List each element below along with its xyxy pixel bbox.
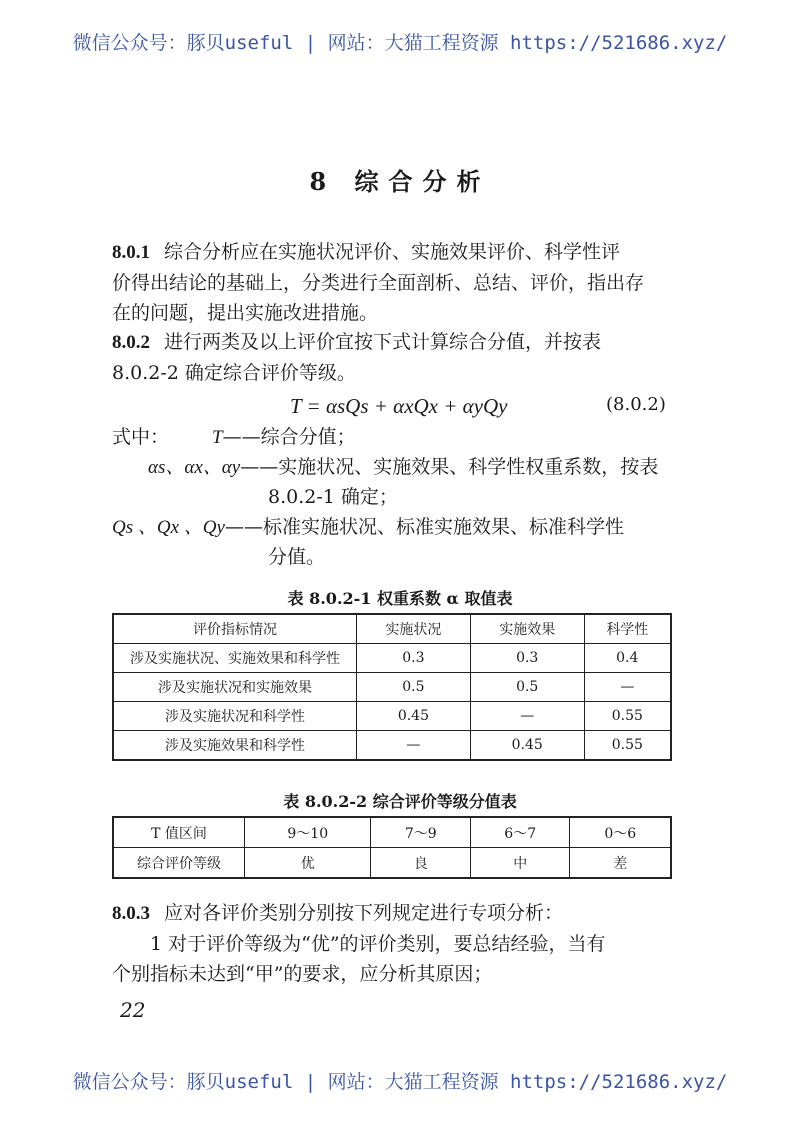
table-cell: 差	[570, 848, 671, 879]
table-cell: 0～6	[570, 817, 671, 848]
table1-caption: 表 8.0.2-1 权重系数 α 取值表	[287, 589, 513, 608]
table-header-cell: 评价指标情况	[113, 614, 357, 644]
table-cell: 0.45	[470, 731, 584, 761]
table-cell: 涉及实施状况和实施效果	[113, 673, 357, 702]
table-cell: 0.55	[584, 731, 671, 761]
def-symbol: T	[212, 427, 223, 448]
table-cell: 0.3	[470, 644, 584, 673]
clause-line: 进行两类及以上评价宜按下式计算综合分值，并按表	[164, 331, 602, 353]
def-continuation: 8.0.2-1 确定；	[268, 486, 398, 508]
def-text: ——标准实施状况、标准实施效果、标准科学性	[224, 516, 624, 538]
table-cell: —	[357, 731, 471, 761]
table-cell: 涉及实施效果和科学性	[113, 731, 357, 761]
clause-number: 8.0.1	[112, 242, 150, 263]
table-cell: 涉及实施状况、实施效果和科学性	[113, 644, 357, 673]
clause-8-0-1	[112, 237, 678, 328]
watermark-bottom: 微信公众号：豚贝useful | 网站：大猫工程资源 https://521686.xyz/	[72, 1071, 728, 1093]
table-cell: 涉及实施状况和科学性	[113, 702, 357, 731]
clause-line: 综合分析应在实施状况评价、实施效果评价、科学性评	[164, 241, 621, 263]
table-cell: 0.5	[470, 673, 584, 702]
clause-line: 8.0.2-2 确定综合评价等级。	[112, 362, 356, 384]
def-row	[148, 452, 658, 483]
clause-item: 1 对于评价等级为“优”的评价类别，要总结经验，当有	[150, 933, 606, 955]
clause-line: 价得出结论的基础上，分类进行全面剖析、总结、评价，指出存	[112, 272, 645, 294]
table-cell: 0.4	[584, 644, 671, 673]
chapter-title: 8 综合分析	[309, 167, 491, 196]
table-cell: 良	[371, 848, 470, 879]
table-row	[113, 644, 671, 673]
page-number: 22	[120, 998, 146, 1022]
clause-number: 8.0.3	[112, 903, 150, 924]
table-row	[113, 731, 671, 761]
def-symbol: Qs 、Qx 、Qy	[112, 517, 225, 538]
table-cell: 0.3	[357, 644, 471, 673]
table-row	[113, 817, 671, 848]
table-cell: 0.5	[357, 673, 471, 702]
grade-table	[112, 816, 672, 879]
clause-8-0-2	[112, 327, 678, 388]
clause-number: 8.0.2	[112, 332, 150, 353]
table-cell: 6～7	[470, 817, 569, 848]
watermark-top: 微信公众号：豚贝useful | 网站：大猫工程资源 https://521686.xyz/	[72, 32, 728, 54]
def-text: ——实施状况、实施效果、科学性权重系数，按表	[240, 456, 659, 478]
clause-line: 个别指标未达到“甲”的要求，应分析其原因；	[112, 963, 493, 985]
def-row	[212, 422, 356, 453]
table-cell: 中	[470, 848, 569, 879]
table-cell: 7～9	[371, 817, 470, 848]
table-cell: T 值区间	[113, 817, 245, 848]
table-row	[113, 702, 671, 731]
clause-line: 应对各评价类别分别按下列规定进行专项分析：	[164, 902, 564, 924]
weight-table	[112, 613, 672, 761]
def-row	[112, 512, 624, 543]
table-row	[113, 848, 671, 879]
table-header-cell: 科学性	[584, 614, 671, 644]
def-text: ——综合分值；	[222, 426, 356, 448]
def-symbol: αs、αx、αy	[148, 457, 241, 478]
table-cell: —	[470, 702, 584, 731]
clause-8-0-3	[112, 898, 678, 989]
table-header-cell: 实施效果	[470, 614, 584, 644]
def-continuation: 分值。	[268, 546, 326, 568]
table-cell: 优	[245, 848, 371, 879]
table-cell: 0.55	[584, 702, 671, 731]
table-header-cell: 实施状况	[357, 614, 471, 644]
table-row	[113, 673, 671, 702]
clause-line: 在的问题，提出实施改进措施。	[112, 302, 379, 324]
table-cell: 综合评价等级	[113, 848, 245, 879]
formula: T = αsQs + αxQx + αyQy	[290, 394, 508, 418]
where-label: 式中：	[112, 426, 170, 448]
table-cell: 0.45	[357, 702, 471, 731]
table-cell: 9～10	[245, 817, 371, 848]
table-header-row	[113, 614, 671, 644]
table-cell: —	[584, 673, 671, 702]
formula-number: (8.0.2)	[606, 394, 666, 415]
table2-caption: 表 8.0.2-2 综合评价等级分值表	[283, 792, 517, 811]
